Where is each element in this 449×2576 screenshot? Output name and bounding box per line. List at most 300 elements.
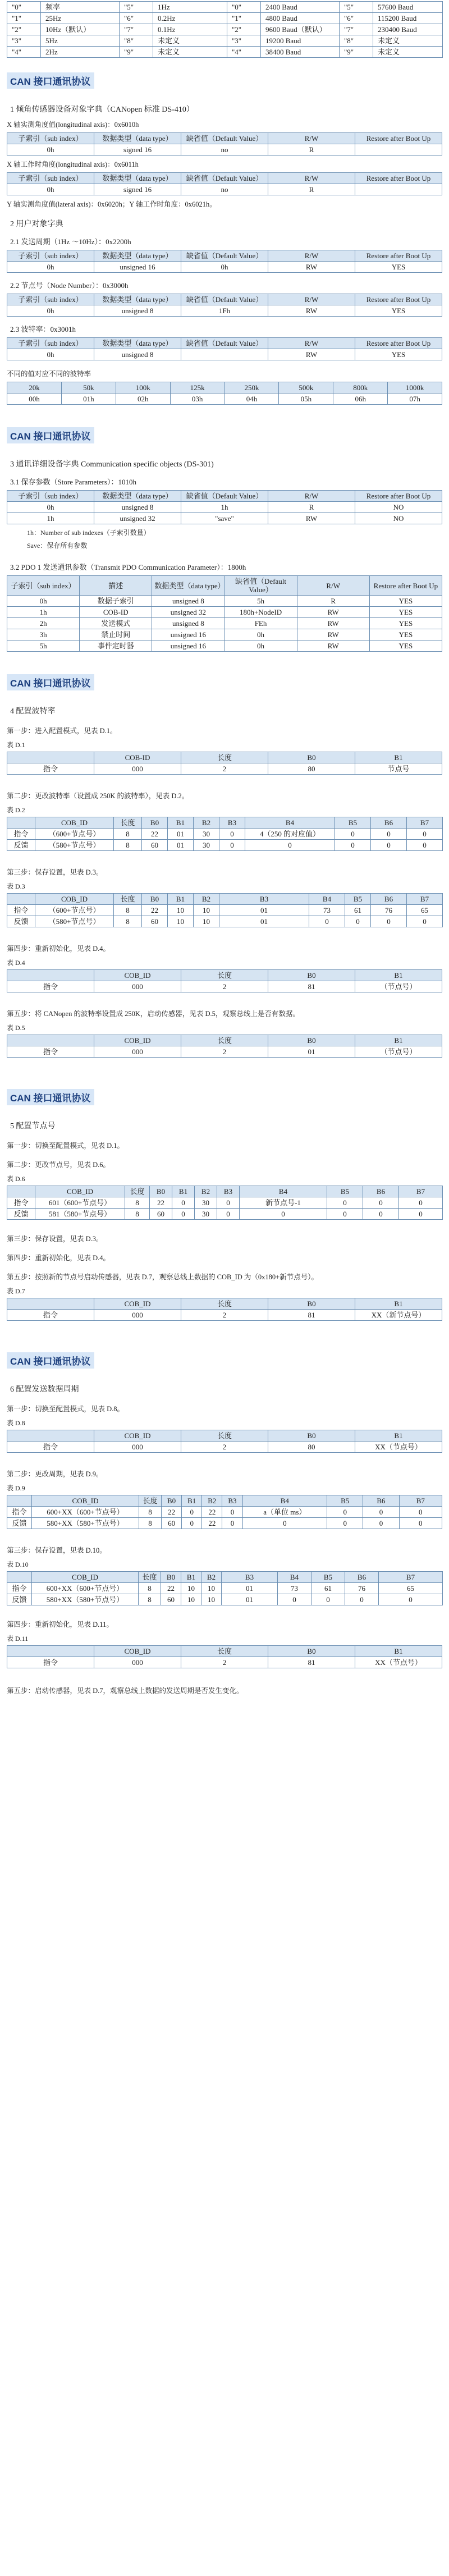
table-row [7, 35, 443, 47]
table-row [7, 349, 442, 360]
table-cell: 0 [219, 829, 245, 840]
s3-step-3: 第三步：保存设置，见表 D.3。 [7, 868, 103, 876]
table-cell [181, 349, 268, 360]
table-cell: 8 [114, 916, 142, 927]
table-d5-label: 表 D.5 [7, 1024, 25, 1032]
node-table [7, 294, 442, 317]
table-cell: YES [369, 607, 442, 618]
table-cell: 81 [268, 1310, 355, 1321]
period-table [7, 250, 442, 273]
table-cell: COB-ID [80, 607, 152, 618]
table-cell: no [181, 184, 268, 195]
s5-step-4: 第四步：重新初始化，见表 D.11。 [7, 1621, 113, 1628]
x-work-table-body [7, 184, 442, 195]
table-cell: 02h [116, 394, 170, 405]
table-cell: 8 [139, 1583, 161, 1594]
table-cell: 000 [94, 1657, 181, 1668]
table-cell: 5h [7, 640, 80, 652]
table-header-row [7, 382, 442, 394]
table-header-cell: B4 [240, 1186, 327, 1197]
table-d5-body [7, 1046, 442, 1058]
table-cell: "0" [7, 2, 41, 13]
table-cell: 4800 Baud [261, 13, 340, 24]
table-cell: 60 [142, 840, 168, 851]
table-header-cell: B7 [407, 894, 443, 905]
table-d10-body [7, 1583, 443, 1605]
table-row [7, 305, 442, 317]
table-cell: 2 [181, 1046, 268, 1058]
table-d9-head [7, 1495, 442, 1507]
table-header-cell: B4 [242, 1495, 327, 1507]
table-row [7, 916, 443, 927]
table-header-cell: 数据类型（data type） [94, 133, 181, 144]
table-cell: 2 [181, 1310, 268, 1321]
table-cell: 0 [363, 1518, 399, 1529]
section-title-1: CAN 接口通讯协议 [7, 72, 94, 89]
table-header-cell: B0 [268, 752, 355, 763]
x-axis-label: X 轴实测角度值(longitudinal axis)：0x6010h [7, 121, 139, 129]
table-cell: "7" [340, 24, 373, 35]
table-cell: 0 [407, 829, 443, 840]
x-work-table [7, 172, 442, 195]
table-row [7, 1594, 443, 1605]
x-work-table-head [7, 173, 442, 184]
table-header-cell: B1 [355, 752, 442, 763]
table-cell: 8 [114, 905, 142, 916]
table-header-cell: R/W [268, 133, 355, 144]
table-cell: 反馈 [7, 1209, 35, 1220]
table-header-cell: 缺省值（Default Value） [181, 294, 268, 305]
table-cell: "0" [227, 2, 261, 13]
s4-step-2: 第二步：更改节点号，见表 D.6。 [7, 1161, 111, 1169]
store-table-body [7, 502, 442, 524]
table-d8-label: 表 D.8 [7, 1419, 25, 1427]
s5-step-5: 第五步：启动传感器，见表 D.7，观察总线上数据的发送周期是否发生变化。 [7, 1687, 244, 1695]
table-cell: 0.2Hz [153, 13, 227, 24]
table-cell: 65 [407, 905, 443, 916]
table-row [7, 1583, 443, 1594]
table-cell: "6" [120, 13, 153, 24]
table-cell: YES [369, 629, 442, 640]
table-cell: 8 [114, 840, 142, 851]
table-row [7, 513, 442, 524]
table-cell: unsigned 8 [152, 596, 224, 607]
table-cell: 0 [245, 840, 335, 851]
store-table-head [7, 491, 442, 502]
node-table-body [7, 305, 442, 317]
table-row [7, 184, 442, 195]
table-header-cell: R/W [297, 576, 369, 596]
table-cell: RW [297, 640, 369, 652]
table-cell: unsigned 32 [94, 513, 181, 524]
table-header-cell: COB_ID [32, 1495, 139, 1507]
table-cell: YES [369, 596, 442, 607]
table-header-row [7, 970, 442, 981]
code-table-body [7, 2, 443, 58]
table-cell: 81 [268, 981, 355, 992]
table-row [7, 1518, 442, 1529]
s3-step-1: 第一步：进入配置模式，见表 D.1。 [7, 727, 117, 735]
table-row [7, 829, 443, 840]
table-header-cell [7, 817, 35, 829]
table-cell: 0 [335, 829, 371, 840]
table-header-cell [7, 894, 35, 905]
table-header-cell: B6 [363, 1495, 399, 1507]
table-cell: 19200 Baud [261, 35, 340, 47]
table-header-cell: 250k [224, 382, 279, 394]
table-cell: 0 [240, 1209, 327, 1220]
table-cell: 22 [202, 1518, 222, 1529]
table-d3-label: 表 D.3 [7, 882, 25, 890]
table-cell: "2" [227, 24, 261, 35]
table-header-cell: B3 [219, 817, 245, 829]
node-table-head [7, 294, 442, 305]
table-header-cell: B0 [142, 817, 168, 829]
s4-step-4: 第四步：重新初始化，见表 D.4。 [7, 1254, 111, 1262]
table-cell: 指令 [7, 905, 35, 916]
table-d2-label: 表 D.2 [7, 806, 25, 814]
table-cell: YES [355, 305, 442, 317]
table-header-cell: B0 [268, 1298, 355, 1310]
table-d6-body [7, 1197, 443, 1220]
table-header-cell: 子索引（sub index） [7, 173, 94, 184]
table-cell: 0 [278, 1594, 311, 1605]
section-title-4: CAN 接口通讯协议 [7, 1089, 94, 1105]
table-cell: 01 [222, 1594, 278, 1605]
table-cell: 57600 Baud [373, 2, 443, 13]
table-header-cell: 数据类型（data type） [152, 576, 224, 596]
table-cell: 指令 [7, 1583, 32, 1594]
table-header-cell: B0 [142, 894, 168, 905]
table-cell: 1h [181, 502, 268, 513]
table-cell: no [181, 144, 268, 155]
table-header-cell [7, 970, 94, 981]
table-cell: 22 [162, 1507, 182, 1518]
heading-2-2: 2.2 节点号（Node Number）：0x3000h [10, 281, 129, 290]
table-cell: 指令 [7, 981, 94, 992]
table-header-row [7, 173, 442, 184]
heading-2: 2 用户对象字典 [10, 220, 63, 228]
table-d6-head [7, 1186, 443, 1197]
heading-2-1: 2.1 发送周期（1Hz ～10Hz）：0x2200h [10, 237, 131, 246]
table-cell: 8 [139, 1518, 161, 1529]
table-row [7, 2, 443, 13]
table-cell: "8" [120, 35, 153, 47]
table-cell: signed 16 [94, 184, 181, 195]
table-row [7, 394, 442, 405]
s3-step-2: 第二步：更改波特率（设置成 250K 的波特率），见表 D.2。 [7, 792, 189, 800]
table-cell: "5" [120, 2, 153, 13]
table-cell: 22 [161, 1583, 181, 1594]
table-cell: FEh [224, 618, 297, 629]
table-cell: 580+XX（580+节点号） [32, 1594, 139, 1605]
table-header-row [7, 338, 442, 349]
table-header-cell: B0 [268, 1646, 355, 1657]
table-header-cell: B5 [327, 1186, 363, 1197]
table-header-cell: B6 [345, 1572, 379, 1583]
table-d9-label: 表 D.9 [7, 1484, 25, 1492]
s3-step-4: 第四步：重新初始化，见表 D.4。 [7, 945, 111, 953]
table-header-cell: B0 [150, 1186, 172, 1197]
table-header-cell: 子索引（sub index） [7, 491, 94, 502]
table-cell: 1Hz [153, 2, 227, 13]
table-cell: 10 [181, 1583, 201, 1594]
pdo-table [7, 575, 442, 652]
table-header-cell: Restore after Boot Up [355, 250, 442, 262]
table-cell: 600+XX（600+节点号） [32, 1507, 139, 1518]
table-header-cell: B7 [407, 817, 443, 829]
table-cell: 3h [7, 629, 80, 640]
table-header-cell [7, 1572, 32, 1583]
table-cell: 2400 Baud [261, 2, 340, 13]
table-cell: 0 [407, 840, 443, 851]
table-row [7, 13, 443, 24]
table-header-cell: 缺省值（Default Value） [181, 250, 268, 262]
table-cell: 80 [268, 763, 355, 775]
table-cell: 2h [7, 618, 80, 629]
table-cell: 0 [363, 1197, 399, 1209]
table-cell: 0 [222, 1507, 242, 1518]
heading-6: 6 配置发送数据周期 [10, 1385, 79, 1394]
table-cell: 0 [363, 1209, 399, 1220]
pdo-table-head [7, 576, 442, 596]
table-cell: 未定义 [373, 47, 443, 58]
table-cell: 5h [224, 596, 297, 607]
table-cell: 0 [371, 829, 407, 840]
table-cell: 80 [268, 1442, 355, 1453]
table-cell: 000 [94, 981, 181, 992]
table-cell: （节点号） [355, 981, 442, 992]
table-cell: NO [355, 513, 442, 524]
table-header-cell: COB_ID [94, 1646, 181, 1657]
table-cell: 0h [224, 640, 297, 652]
table-cell: YES [355, 262, 442, 273]
table-cell: 60 [161, 1594, 181, 1605]
table-cell: "2" [7, 24, 41, 35]
table-header-cell: R/W [268, 173, 355, 184]
table-cell: 8 [139, 1594, 161, 1605]
table-header-cell: B0 [161, 1572, 181, 1583]
table-row [7, 640, 442, 652]
table-header-row [7, 491, 442, 502]
heading-3-2: 3.2 PDO 1 发送通讯参数（Transmit PDO Communication Parameter）：1800h [10, 563, 246, 571]
table-row [7, 144, 442, 155]
table-cell: RW [297, 607, 369, 618]
table-header-cell: B1 [355, 970, 442, 981]
table-cell: 76 [371, 905, 407, 916]
table-cell: 0 [172, 1209, 195, 1220]
table-header-row [7, 294, 442, 305]
x-axis-table [7, 132, 442, 155]
table-header-cell: B3 [222, 1495, 242, 1507]
table-d9-body [7, 1507, 442, 1529]
table-cell: unsigned 16 [152, 640, 224, 652]
table-d5 [7, 1035, 442, 1058]
s4-step-1: 第一步：切换至配置模式，见表 D.1。 [7, 1142, 125, 1150]
table-header-cell: B1 [168, 817, 194, 829]
table-header-cell: B6 [371, 817, 407, 829]
table-cell: unsigned 8 [94, 502, 181, 513]
table-row [7, 47, 443, 58]
table-header-cell: COB_ID [35, 1186, 125, 1197]
table-cell: 8 [139, 1507, 161, 1518]
table-cell: "save" [181, 513, 268, 524]
table-d10-head [7, 1572, 443, 1583]
table-cell: 05h [279, 394, 333, 405]
table-header-cell: 数据类型（data type） [94, 294, 181, 305]
table-row [7, 981, 442, 992]
table-header-cell: 子索引（sub index） [7, 294, 94, 305]
table-cell: （600+节点号） [35, 829, 114, 840]
table-cell: 2 [181, 981, 268, 992]
table-d8-body [7, 1442, 442, 1453]
table-cell: 1h [7, 513, 94, 524]
table-cell: 0 [399, 1518, 442, 1529]
store-note-2: Save：保存所有参数 [27, 542, 88, 550]
table-cell: 10 [201, 1583, 222, 1594]
table-cell: 0 [222, 1518, 242, 1529]
table-cell: 反馈 [7, 840, 35, 851]
table-cell: RW [268, 513, 355, 524]
table-header-row [7, 817, 443, 829]
table-header-cell: 子索引（sub index） [7, 133, 94, 144]
table-header-cell: B1 [168, 894, 194, 905]
table-cell: 0 [399, 1197, 443, 1209]
table-cell: 30 [195, 1197, 217, 1209]
table-header-cell: 20k [7, 382, 62, 394]
table-header-cell: 500k [279, 382, 333, 394]
table-d3-body [7, 905, 443, 927]
table-cell: 1Fh [181, 305, 268, 317]
table-row [7, 1197, 443, 1209]
table-header-cell: 长度 [139, 1495, 161, 1507]
table-cell: "3" [7, 35, 41, 47]
table-cell: 节点号 [355, 763, 442, 775]
baud-value-table-body [7, 382, 442, 405]
table-d11-head [7, 1646, 442, 1657]
baud-note: 不同的值对应不同的波特率 [7, 370, 91, 378]
table-header-cell: B5 [335, 817, 371, 829]
table-cell: 0h [7, 184, 94, 195]
table-cell: 10 [201, 1594, 222, 1605]
table-cell: "9" [120, 47, 153, 58]
table-header-cell: 800k [333, 382, 388, 394]
table-d1-head [7, 752, 442, 763]
x-work-label: X 轴工作时角度(longitudinal axis)：0x6011h [7, 161, 139, 168]
table-cell: 000 [94, 763, 181, 775]
table-header-row [7, 1572, 443, 1583]
table-cell: 22 [202, 1507, 222, 1518]
section-title-2: CAN 接口通讯协议 [7, 427, 94, 443]
table-header-cell: R/W [268, 491, 355, 502]
table-cell: 0 [327, 1507, 363, 1518]
table-cell: "9" [340, 47, 373, 58]
table-header-cell: 长度 [181, 1646, 268, 1657]
table-cell: 0 [399, 1209, 443, 1220]
table-row [7, 1310, 442, 1321]
table-cell: NO [355, 502, 442, 513]
table-cell: XX（节点号） [355, 1657, 442, 1668]
table-d7-label: 表 D.7 [7, 1287, 25, 1295]
table-cell: 新节点号-1 [240, 1197, 327, 1209]
table-row [7, 763, 442, 775]
table-header-cell: 长度 [125, 1186, 150, 1197]
table-d8-head [7, 1430, 442, 1442]
table-header-cell: B2 [202, 1495, 222, 1507]
table-cell: unsigned 8 [94, 349, 181, 360]
y-axis-note: Y 轴实测角度值(lateral axis)：0x6020h；Y 轴工作时角度：0x6021h。 [7, 200, 217, 208]
table-cell: 600+XX（600+节点号） [32, 1583, 139, 1594]
table-cell: 01 [268, 1046, 355, 1058]
baud-object-table-head [7, 338, 442, 349]
table-cell: 000 [94, 1442, 181, 1453]
table-header-cell: R/W [268, 250, 355, 262]
table-cell: unsigned 16 [152, 629, 224, 640]
table-cell: （600+节点号） [35, 905, 114, 916]
table-header-cell: 长度 [181, 1298, 268, 1310]
table-cell: 06h [333, 394, 388, 405]
table-header-row [7, 1646, 442, 1657]
table-header-cell: B7 [399, 1495, 442, 1507]
table-header-cell: B2 [201, 1572, 222, 1583]
table-cell: 601（600+节点号） [35, 1197, 125, 1209]
table-header-cell: B4 [309, 894, 345, 905]
table-cell: 10 [194, 916, 219, 927]
table-cell: 0 [182, 1507, 202, 1518]
table-cell: 580+XX（580+节点号） [32, 1518, 139, 1529]
table-cell: 8 [125, 1197, 150, 1209]
table-cell: 10 [181, 1594, 201, 1605]
period-table-body [7, 262, 442, 273]
table-header-cell: 缺省值（Default Value） [181, 133, 268, 144]
table-cell: 数据子索引 [80, 596, 152, 607]
table-header-row [7, 1186, 443, 1197]
table-d11-body [7, 1657, 442, 1668]
table-row [7, 1046, 442, 1058]
table-cell: 0 [345, 1594, 379, 1605]
table-cell: 01 [219, 916, 309, 927]
table-cell: 指令 [7, 1507, 32, 1518]
table-cell: 25Hz [41, 13, 120, 24]
table-header-cell: 子索引（sub index） [7, 576, 80, 596]
table-d5-head [7, 1035, 442, 1046]
s5-step-2: 第二步：更改周期，见表 D.9。 [7, 1470, 103, 1478]
table-cell: （节点号） [355, 1046, 442, 1058]
table-cell: （580+节点号） [35, 916, 114, 927]
table-cell: 03h [170, 394, 224, 405]
table-header-cell: 缺省值（Default Value） [224, 576, 297, 596]
table-cell: 指令 [7, 1657, 94, 1668]
table-header-cell: COB_ID [94, 1430, 181, 1442]
table-cell: 38400 Baud [261, 47, 340, 58]
s3-step-5: 第五步：将 CANopen 的波特率设置成 250K，启动传感器，见表 D.5，观察总线上是否有数据。 [7, 1010, 300, 1018]
table-header-cell: B7 [379, 1572, 443, 1583]
table-cell: unsigned 16 [94, 262, 181, 273]
table-header-cell: B1 [355, 1035, 442, 1046]
table-d11-label: 表 D.11 [7, 1635, 29, 1642]
table-cell: 60 [142, 916, 168, 927]
table-d11 [7, 1645, 442, 1668]
table-d2 [7, 817, 443, 851]
table-header-row [7, 133, 442, 144]
heading-1: 1 倾角传感器设备对象字典（CANopen 标准 DS-410） [10, 106, 194, 114]
table-cell: 000 [94, 1310, 181, 1321]
table-cell: XX（新节点号） [355, 1310, 442, 1321]
table-header-row [7, 1495, 442, 1507]
table-header-row [7, 250, 442, 262]
table-cell: 0h [7, 502, 94, 513]
table-header-row [7, 1035, 442, 1046]
